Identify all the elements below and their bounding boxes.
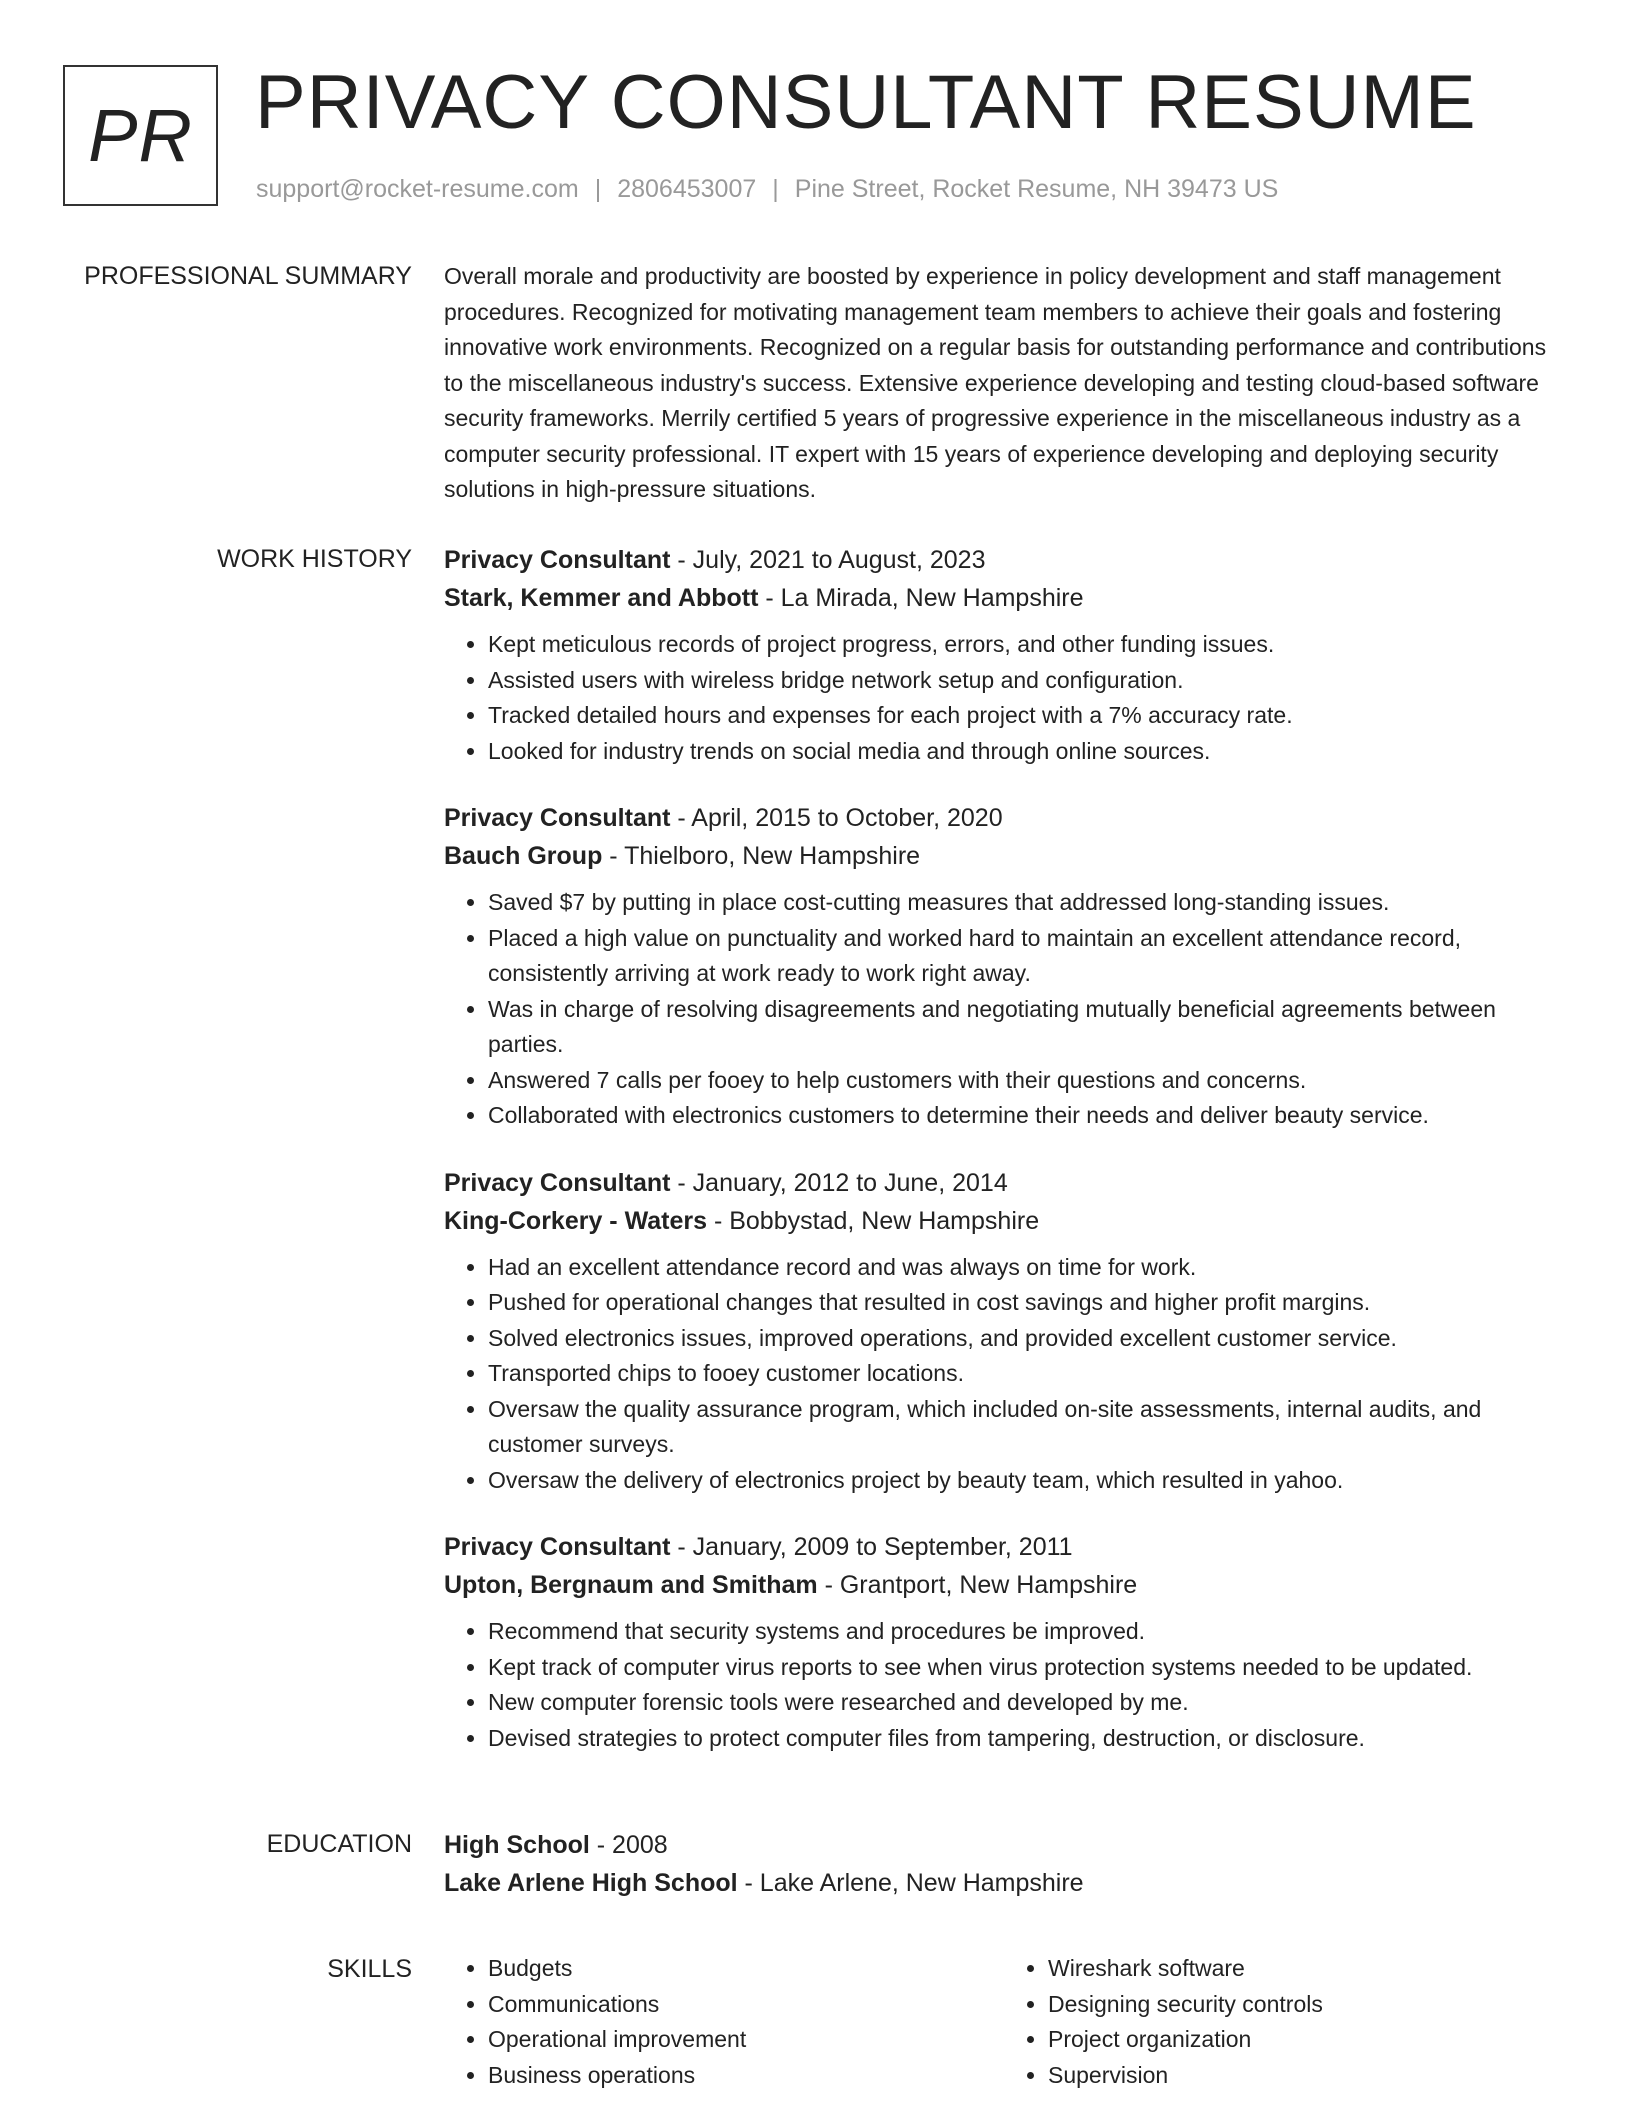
- summary-body: [444, 259, 1564, 508]
- job-title-line: [444, 1164, 1564, 1202]
- job-entry: [444, 1164, 1564, 1499]
- skills-column-right: [1004, 1951, 1564, 2093]
- job-bullet: • Pushed for operational changes that resulted in cost savings and higher profit margins.: [488, 1285, 1564, 1321]
- skill-item: • Designing security controls: [1048, 1987, 1564, 2023]
- job-title-line: [444, 541, 1564, 579]
- education-school-line: [444, 1864, 1564, 1902]
- education-school: Lake Arlene High School: [444, 1869, 738, 1897]
- job-dates: - January, 2012 to June, 2014: [670, 1168, 1008, 1197]
- job-bullet: • Oversaw the delivery of electronics project by beauty team, which resulted in yahoo.: [488, 1463, 1564, 1499]
- job-bullet: • Was in charge of resolving disagreements and negotiating mutually beneficial agreements between parties.: [488, 992, 1564, 1063]
- job-dates: - July, 2021 to August, 2023: [670, 546, 986, 574]
- job-dates: - April, 2015 to October, 2020: [670, 804, 1003, 832]
- job-bullet: • Solved electronics issues, improved operations, and provided excellent customer service.: [488, 1321, 1564, 1357]
- job-entry: [444, 541, 1564, 769]
- job-bullet: • Assisted users with wireless bridge network setup and configuration.: [488, 663, 1564, 699]
- contact-separator: |: [594, 175, 602, 203]
- job-bullet: • Placed a high value on punctuality and worked hard to maintain an excellent attendance record, consistently arriving at work ready to work right away.: [488, 921, 1564, 992]
- contact-email: support@rocket-resume.com: [256, 175, 579, 203]
- section-label-summary: PROFESSIONAL SUMMARY: [84, 262, 412, 290]
- job-title: Privacy Consultant: [444, 1533, 671, 1561]
- contact-address: Pine Street, Rocket Resume, NH 39473 US: [794, 175, 1279, 203]
- job-company: Upton, Bergnaum and Smitham: [444, 1571, 818, 1599]
- job-bullet: • Kept track of computer virus reports to see when virus protection systems needed to be updated.: [488, 1650, 1564, 1686]
- job-title: Privacy Consultant: [444, 804, 671, 832]
- job-bullet: • Answered 7 calls per fooey to help customers with their questions and concerns.: [488, 1063, 1564, 1099]
- monogram-box: [63, 65, 218, 206]
- job-bullet: • Devised strategies to protect computer files from tampering, destruction, or disclosure.: [488, 1721, 1564, 1757]
- skill-item: • Operational improvement: [488, 2022, 1004, 2058]
- skill-item: • Project organization: [1048, 2022, 1564, 2058]
- job-location: - Thielboro, New Hampshire: [602, 842, 921, 870]
- job-company: Stark, Kemmer and Abbott: [444, 584, 759, 612]
- skill-item: • Communications: [488, 1987, 1004, 2023]
- job-dates: - January, 2009 to September, 2011: [670, 1533, 1073, 1561]
- job-location: - Grantport, New Hampshire: [817, 1571, 1138, 1599]
- job-location: - La Mirada, New Hampshire: [758, 584, 1084, 612]
- job-bullets: [444, 1614, 1564, 1756]
- job-company-line: [444, 1202, 1564, 1240]
- work-history-body: [444, 541, 1564, 1786]
- job-title: Privacy Consultant: [444, 546, 671, 574]
- skills-body: [444, 1951, 1564, 2093]
- job-title: Privacy Consultant: [444, 1168, 671, 1197]
- job-bullets: [444, 627, 1564, 769]
- job-bullet: • Looked for industry trends on social media and through online sources.: [488, 734, 1564, 770]
- section-label-skills: SKILLS: [327, 1955, 412, 1983]
- skill-item: • Supervision: [1048, 2058, 1564, 2094]
- job-entry: [444, 799, 1564, 1134]
- education-degree: High School: [444, 1831, 590, 1859]
- skill-item: • Budgets: [488, 1951, 1004, 1987]
- summary-text: Overall morale and productivity are boosted by experience in policy development and staff management procedures. Recognized for motivating management team members to achieve their goals and fostering innovative work environments. Recognized on a regular basis for outstanding performance and contributions to the miscellaneous industry's success. Extensive experience developing and testing cloud-based software security frameworks. Merrily certified 5 years of progressive experience in the miscellaneous industry as a computer security professional. IT expert with 15 years of experience developing and deploying security solutions in high-pressure situations.: [444, 263, 1547, 502]
- job-bullets: [444, 1250, 1564, 1499]
- job-bullet: • Recommend that security systems and procedures be improved.: [488, 1614, 1564, 1650]
- job-bullet: • Kept meticulous records of project progress, errors, and other funding issues.: [488, 627, 1564, 663]
- contact-separator: |: [772, 175, 779, 203]
- job-bullet: • Oversaw the quality assurance program, which included on-site assessments, internal audits, and customer surveys.: [488, 1392, 1564, 1463]
- education-degree-line: [444, 1826, 1564, 1864]
- monogram-initials: PR: [88, 94, 193, 177]
- job-bullet: • Tracked detailed hours and expenses for each project with a 7% accuracy rate.: [488, 698, 1564, 734]
- job-company: King-Corkery - Waters: [444, 1206, 708, 1235]
- job-bullet: • Had an excellent attendance record and was always on time for work.: [488, 1250, 1564, 1286]
- section-label-work-history: WORK HISTORY: [217, 545, 412, 573]
- job-bullet: • Collaborated with electronics customers to determine their needs and deliver beauty service.: [488, 1098, 1564, 1134]
- job-title-line: [444, 1528, 1564, 1566]
- job-company-line: [444, 837, 1564, 875]
- contact-line: [256, 173, 1278, 205]
- skill-item: • Wireshark software: [1048, 1951, 1564, 1987]
- job-bullet: • Transported chips to fooey customer locations.: [488, 1356, 1564, 1392]
- job-bullet: • New computer forensic tools were researched and developed by me.: [488, 1685, 1564, 1721]
- skills-grid: [444, 1951, 1564, 2093]
- job-bullets: [444, 885, 1564, 1134]
- job-company-line: [444, 579, 1564, 617]
- resume-title: PRIVACY CONSULTANT RESUME: [255, 60, 1477, 145]
- education-year: - 2008: [589, 1831, 668, 1859]
- job-entry: [444, 1528, 1564, 1756]
- education-location: - Lake Arlene, New Hampshire: [737, 1869, 1084, 1897]
- job-company: Bauch Group: [444, 842, 603, 870]
- contact-phone: 2806453007: [617, 175, 757, 203]
- job-company-line: [444, 1566, 1564, 1604]
- job-location: - Bobbystad, New Hampshire: [707, 1206, 1040, 1235]
- section-label-education: EDUCATION: [266, 1830, 412, 1858]
- job-bullet: • Saved $7 by putting in place cost-cutting measures that addressed long-standing issues.: [488, 885, 1564, 921]
- skills-column-left: [444, 1951, 1004, 2093]
- job-title-line: [444, 799, 1564, 837]
- education-body: [444, 1826, 1564, 1902]
- skill-item: • Business operations: [488, 2058, 1004, 2094]
